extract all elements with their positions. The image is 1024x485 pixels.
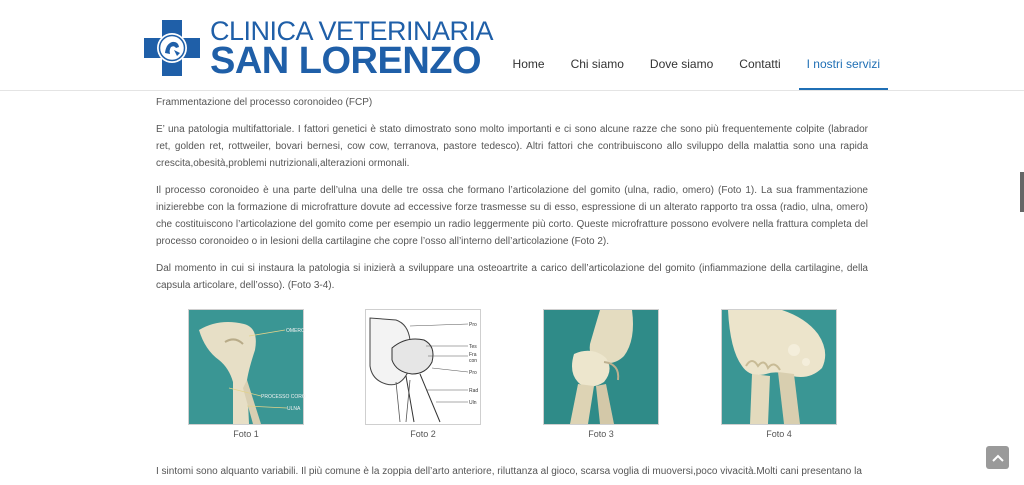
article-paragraph-3: Dal momento in cui si instaura la patologia si inizierà a sviluppare una osteoartrite a carico dell’articolazione del gomito (infiammazione della cartilagine, della capsula articolare, dell’osso). (Foto 3-4).	[156, 263, 868, 291]
photo-3-caption: Foto 3	[588, 429, 614, 439]
svg-text:Tes: Tes	[469, 344, 477, 350]
svg-text:Fra: Fra	[469, 352, 477, 358]
photo-4-caption: Foto 4	[766, 429, 792, 439]
svg-text:Uln: Uln	[469, 400, 477, 406]
svg-text:con: con	[469, 358, 478, 364]
elbow-diagram-image	[366, 310, 480, 424]
nav-contatti[interactable]: Contatti	[739, 57, 781, 71]
elbow-joint-photo	[544, 310, 658, 424]
article-paragraph-2: Il processo coronoideo è una parte dell’ulna una delle tre ossa che formano l’articolazione del gomito (ulna, radio, omero) (Foto 1). La sua frammentazione inizierebbe con la formazione di microfratture dovute ad eccessive forze trasmesse su di esso, espressione di un alterato rapporto tra ossa (radio, ulna, omero) che costituiscono l’articolazione del gomito come per esempio un radio leggermente più corto. Queste microfratture possono evolvere nella frattura completa del processo coronoideo o in lesioni della cartilagine che copre l’osso all’interno dell’articolazione (Foto 2).	[156, 185, 868, 247]
chevron-up-icon	[992, 454, 1004, 462]
photo-3[interactable]	[543, 309, 659, 439]
nav-home[interactable]: Home	[512, 57, 545, 71]
main-nav	[487, 0, 880, 90]
elbow-osteoarthritis-photo	[722, 310, 836, 424]
photo-1[interactable]	[188, 309, 304, 439]
nav-i-nostri-servizi[interactable]: I nostri servizi	[807, 0, 880, 90]
photo-4[interactable]	[721, 309, 837, 439]
photo-4-image	[721, 309, 837, 425]
elbow-bone-labeled-image	[189, 310, 306, 424]
photo-1-label-ulna: ULNA	[287, 406, 301, 412]
svg-text:Rad: Rad	[469, 388, 479, 394]
photo-1-image	[188, 309, 304, 425]
article-paragraph-1: E’ una patologia multifattoriale. I fattori genetici è stato dimostrato sono molto importanti e ci sono alcune razze che sono più frequentemente colpite (labrador ret, golden ret, rottweiler, bovari bernesi, cow cow, terranova, pastore tedesco). Altri fattori che contribuiscono allo sviluppo della malattia sono una rapida crescita,obesità,problemi nutrizionali,alterazioni ormonali.	[156, 124, 868, 169]
svg-text:Pro: Pro	[469, 370, 477, 376]
article-content	[156, 94, 868, 304]
photo-1-label-omero: OMERO	[286, 328, 305, 334]
photo-2-image	[365, 309, 481, 425]
article-heading: Frammentazione del processo coronoideo (FCP)	[156, 97, 373, 108]
svg-text:Pro: Pro	[469, 322, 477, 328]
clinic-cross-icon	[144, 20, 200, 76]
nav-dove-siamo[interactable]: Dove siamo	[649, 57, 714, 71]
article-paragraph-4: I sintomi sono alquanto variabili. Il più comune è la zoppia dell’arto anteriore, riluttanza al gioco, scarsa voglia di muoversi,poco vivacità.Molti cani presentano la	[156, 466, 862, 477]
brand-line-2: SAN LORENZO	[210, 40, 482, 82]
photo-gallery	[156, 309, 868, 449]
photo-1-caption: Foto 1	[233, 429, 259, 439]
photo-2[interactable]	[365, 309, 481, 439]
photo-3-image	[543, 309, 659, 425]
page-scrollbar-thumb[interactable]	[1020, 172, 1024, 212]
site-logo[interactable]	[144, 16, 494, 82]
nav-chi-siamo[interactable]: Chi siamo	[570, 57, 624, 71]
brand-line-1: CLINICA VETERINARIA	[210, 16, 494, 46]
site-header	[0, 0, 1024, 91]
back-to-top-button[interactable]	[986, 446, 1009, 469]
photo-1-label-processo: PROCESSO CORO	[261, 394, 306, 400]
photo-2-caption: Foto 2	[410, 429, 436, 439]
